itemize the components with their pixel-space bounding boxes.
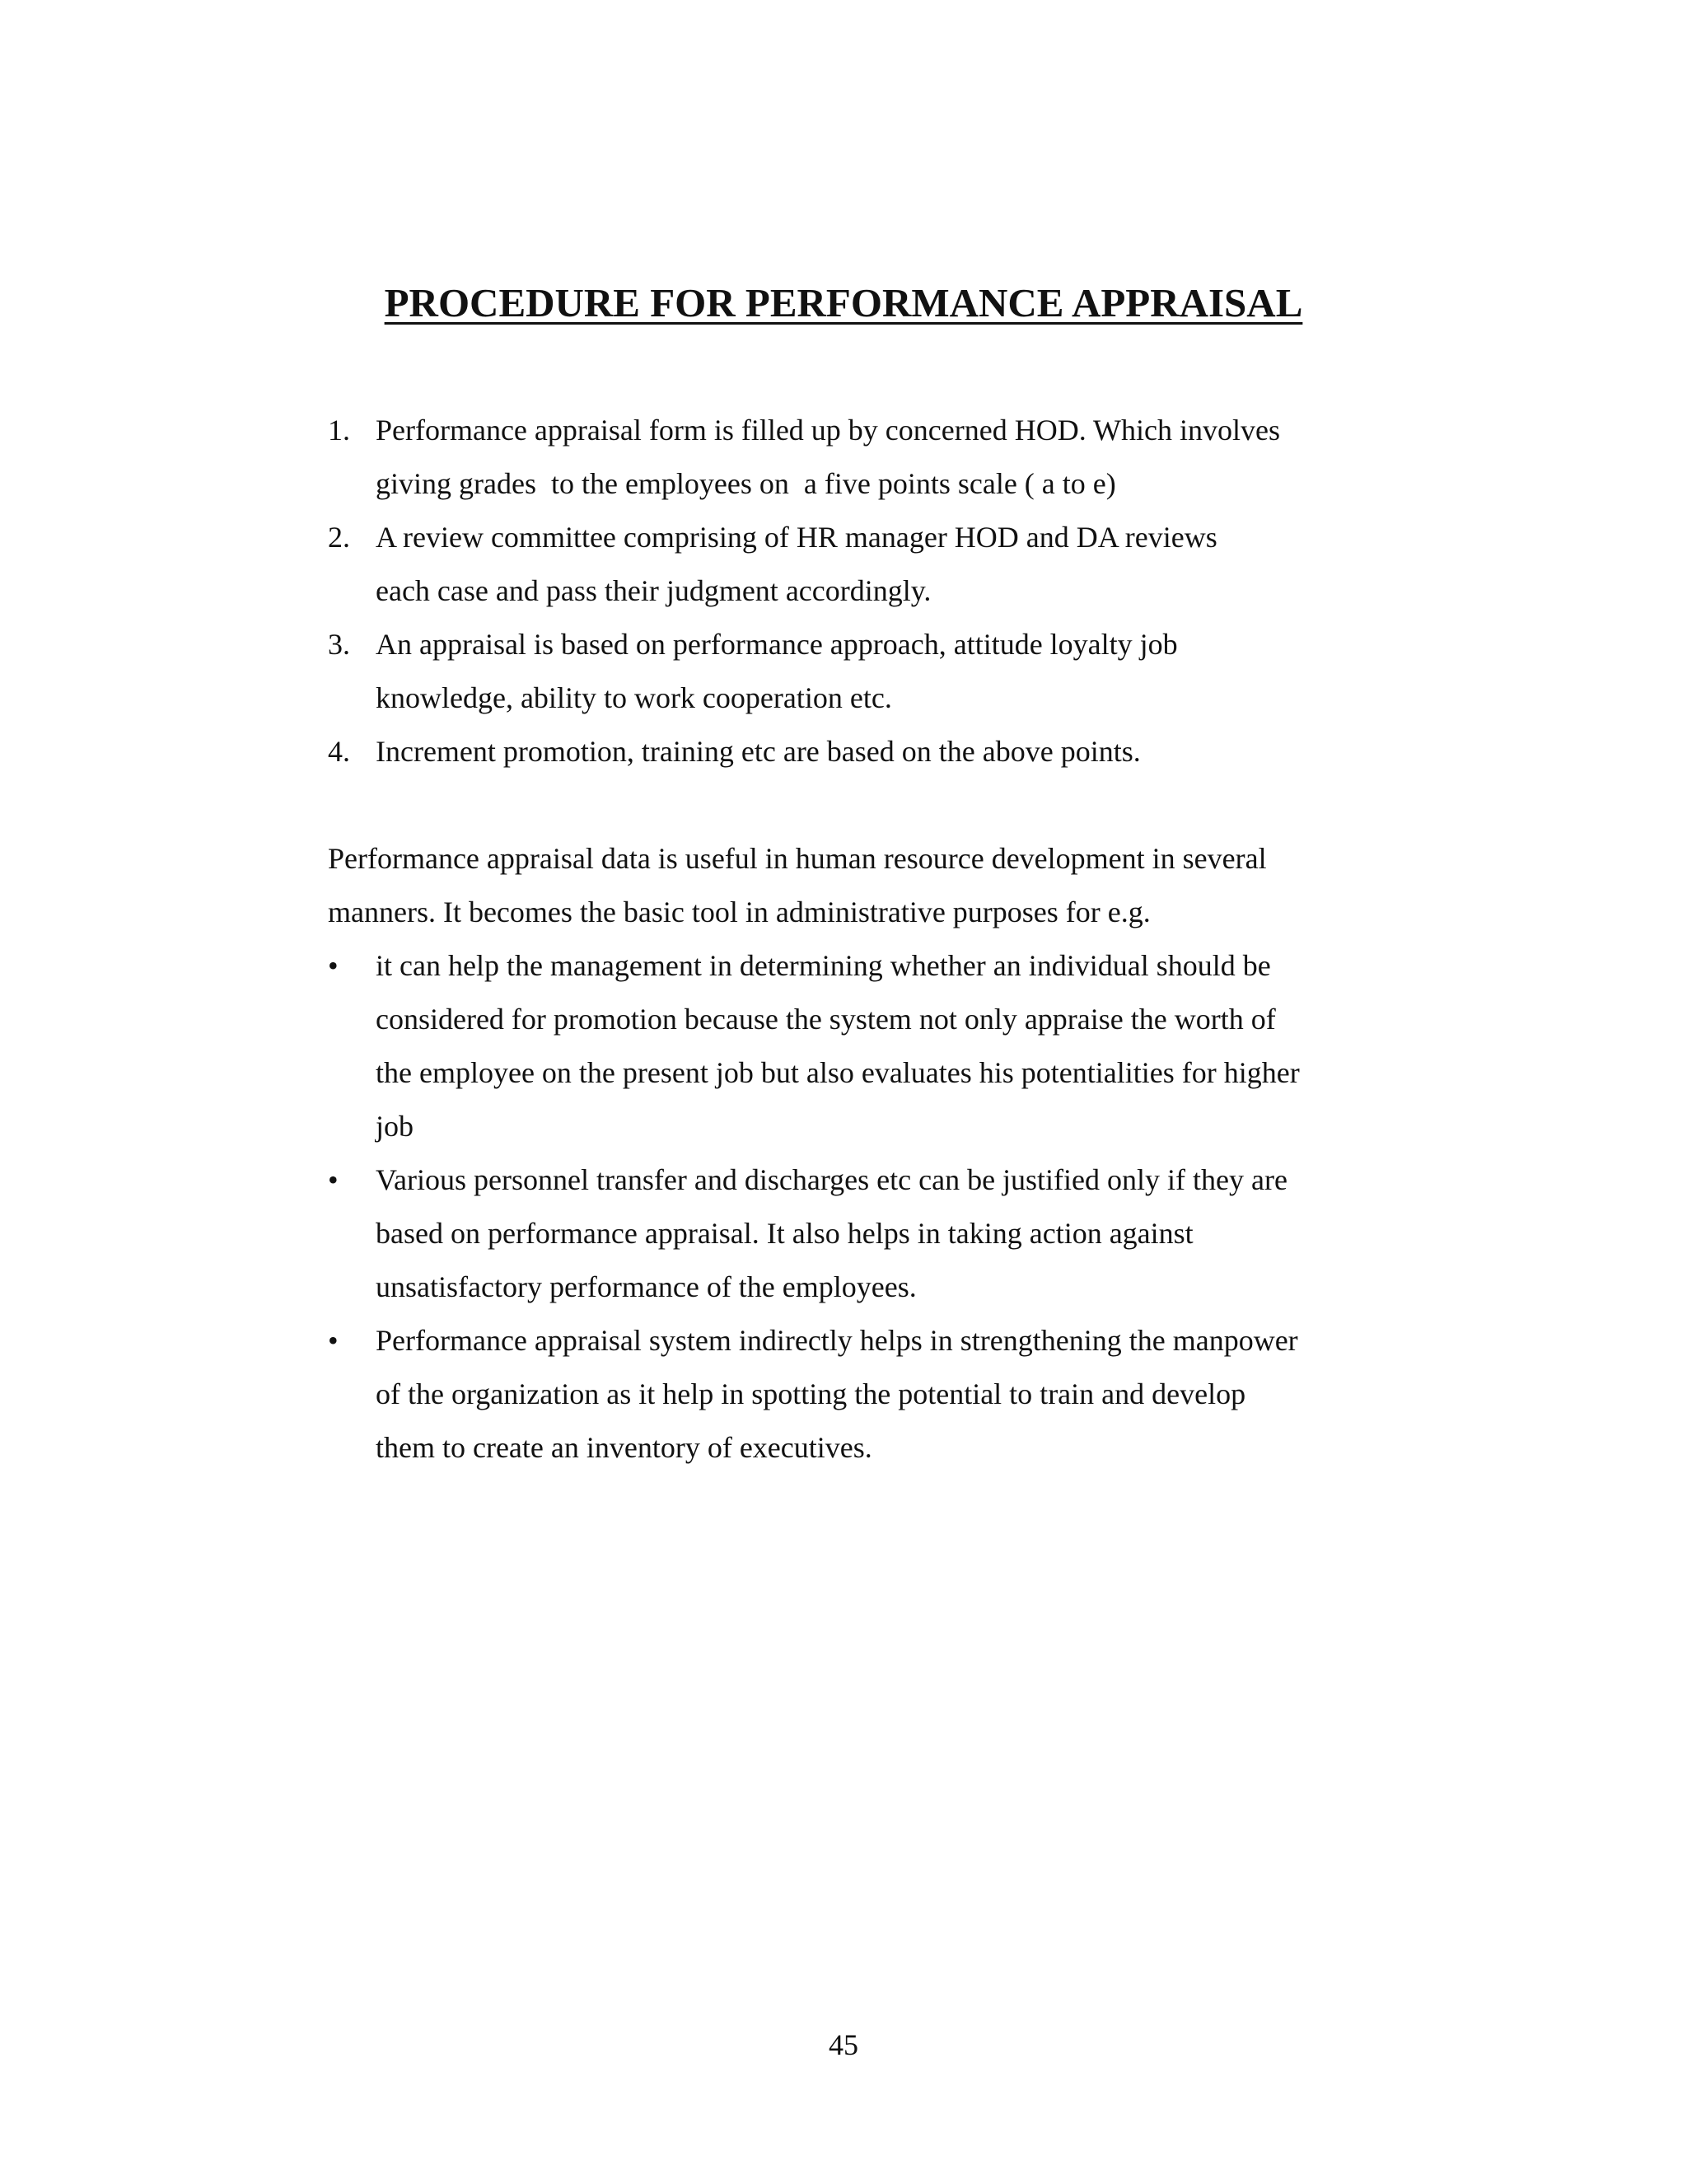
- text-line: them to create an inventory of executives.: [376, 1431, 872, 1464]
- list-number: 3.: [328, 628, 350, 661]
- numbered-list-item: [328, 404, 1358, 511]
- text-line: each case and pass their judgment accordingly.: [376, 574, 932, 607]
- text-line: Performance appraisal data is useful in human resource development in several: [328, 842, 1267, 875]
- bullet-list-item: [328, 1153, 1358, 1314]
- bullet-icon: •: [328, 1163, 339, 1196]
- document-body: [328, 404, 1358, 1475]
- page-number: 45: [829, 2028, 858, 2061]
- text-line: A review committee comprising of HR manager HOD and DA reviews: [376, 521, 1217, 554]
- text-line: knowledge, ability to work cooperation etc.: [376, 681, 892, 714]
- text-line: considered for promotion because the system not only appraise the worth of: [376, 1003, 1276, 1036]
- bullet-list-item: [328, 939, 1358, 1153]
- page-title-text: PROCEDURE FOR PERFORMANCE APPRAISAL: [384, 280, 1303, 325]
- text-line: it can help the management in determining whether an individual should be: [376, 949, 1271, 982]
- text-line: Performance appraisal system indirectly helps in strengthening the manpower: [376, 1324, 1298, 1357]
- text-line: Increment promotion, training etc are based on the above points.: [376, 735, 1141, 768]
- numbered-list-item: [328, 725, 1358, 779]
- bullet-list: [328, 939, 1358, 1475]
- bullet-icon: •: [328, 949, 339, 982]
- text-line: An appraisal is based on performance approach, attitude loyalty job: [376, 628, 1178, 661]
- list-number: 1.: [328, 414, 350, 447]
- page-title: [0, 278, 1687, 328]
- text-line: unsatisfactory performance of the employees.: [376, 1270, 917, 1303]
- text-line: giving grades to the employees on a five points scale ( a to e): [376, 467, 1116, 500]
- numbered-list-item: [328, 618, 1358, 725]
- list-number: 4.: [328, 735, 350, 768]
- text-line: Performance appraisal form is filled up by concerned HOD. Which involves: [376, 414, 1280, 447]
- text-line: of the organization as it help in spotting the potential to train and develop: [376, 1377, 1246, 1410]
- text-line: job: [376, 1110, 414, 1143]
- bullet-list-item: [328, 1314, 1358, 1475]
- text-line: Various personnel transfer and discharges etc can be justified only if they are: [376, 1163, 1287, 1196]
- numbered-list-item: [328, 511, 1358, 618]
- body-paragraph: [328, 832, 1358, 939]
- bullet-icon: •: [328, 1324, 339, 1357]
- numbered-list: [328, 404, 1358, 779]
- text-line: the employee on the present job but also evaluates his potentialities for higher: [376, 1056, 1300, 1089]
- text-line: based on performance appraisal. It also helps in taking action against: [376, 1217, 1194, 1250]
- text-line: manners. It becomes the basic tool in administrative purposes for e.g.: [328, 896, 1151, 928]
- list-number: 2.: [328, 521, 350, 554]
